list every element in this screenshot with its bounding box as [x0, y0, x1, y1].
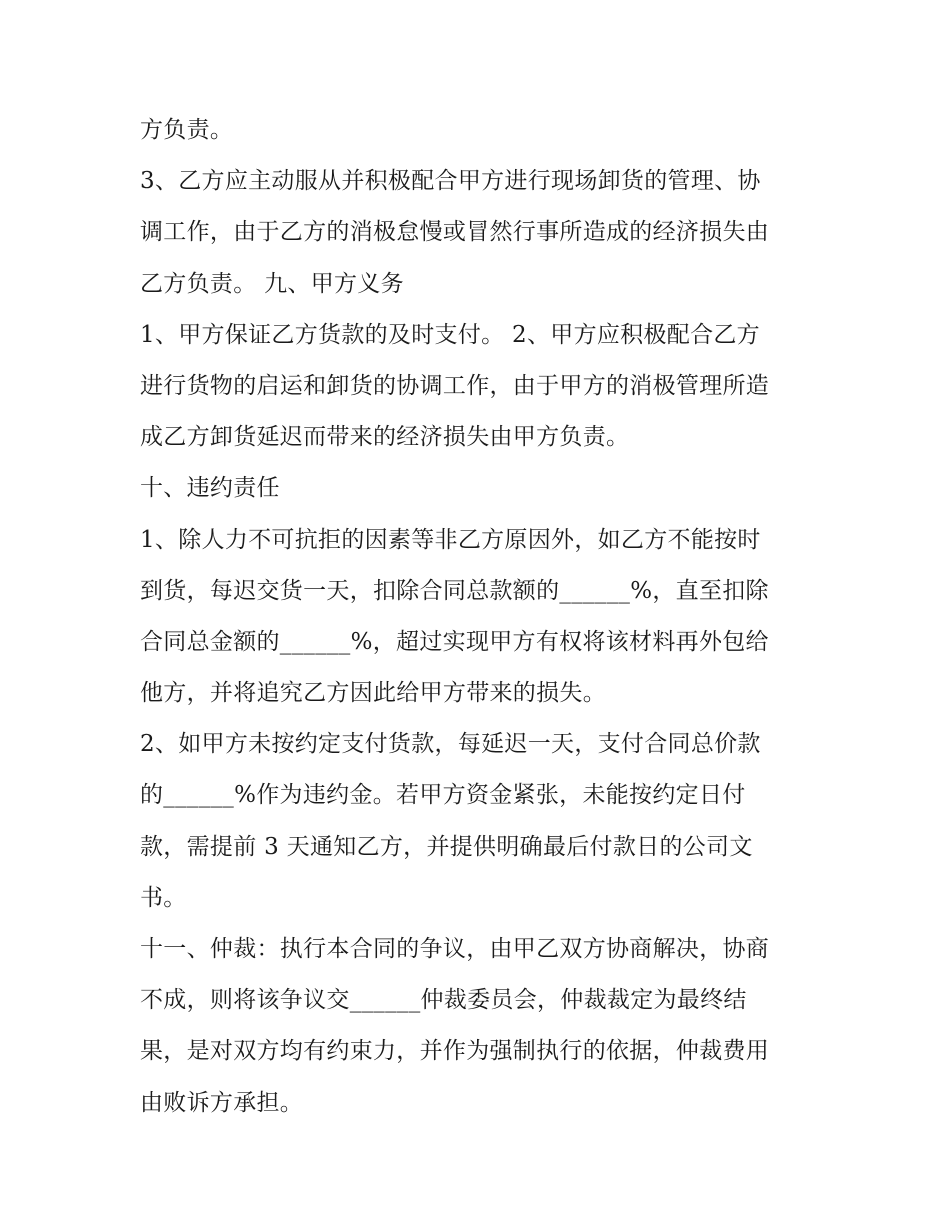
document-page [140, 105, 820, 1129]
text-line-1: 方负责。 [140, 117, 234, 143]
text-line-17: 十一、仲裁：执行本合同的争议，由甲乙双方协商解决，协商 [140, 936, 770, 962]
text-line-2: 3、乙方应主动服从并积极配合甲方进行现场卸货的管理、协 [140, 168, 761, 195]
text-line-3: 调工作，由于乙方的消极怠慢或冒然行事所造成的经济损失由 [140, 219, 770, 246]
text-line-10: 到货，每迟交货一天，扣除合同总款额的______%，直至扣除 [140, 577, 769, 604]
text-line-20: 由败诉方承担。 [140, 1089, 304, 1116]
text-line-13: 2、如甲方未按约定支付货款，每延迟一天，支付合同总价款 [140, 731, 761, 758]
section-heading-breach: 十、违约责任 [140, 475, 280, 502]
text-line-12: 他方，并将追究乙方因此给甲方带来的损失。 [140, 680, 606, 707]
text-line-15: 款，需提前 3 天通知乙方，并提供明确最后付款日的公司文 [140, 833, 753, 860]
text-line-7: 成乙方卸货延迟而带来的经济损失由甲方负责。 [140, 424, 630, 451]
text-line-6: 进行货物的启运和卸货的协调工作，由于甲方的消极管理所造 [140, 372, 770, 399]
text-line-16: 书。 [140, 884, 187, 911]
text-line-9: 1、除人力不可抗拒的因素等非乙方原因外，如乙方不能按时 [140, 526, 761, 553]
text-line-5: 1、甲方保证乙方货款的及时支付。 2、甲方应积极配合乙方 [140, 321, 760, 348]
text-line-19: 果，是对双方均有约束力，并作为强制执行的依据，仲裁费用 [140, 1038, 770, 1065]
text-line-14: 的______%作为违约金。若甲方资金紧张，未能按约定日付 [140, 782, 746, 809]
text-line-11: 合同总金额的______%，超过实现甲方有权将该材料再外包给 [140, 628, 769, 655]
text-line-4: 乙方负责。 九、甲方义务 [140, 270, 404, 297]
text-line-18: 不成，则将该争议交______仲裁委员会，仲裁裁定为最终结 [140, 987, 747, 1014]
